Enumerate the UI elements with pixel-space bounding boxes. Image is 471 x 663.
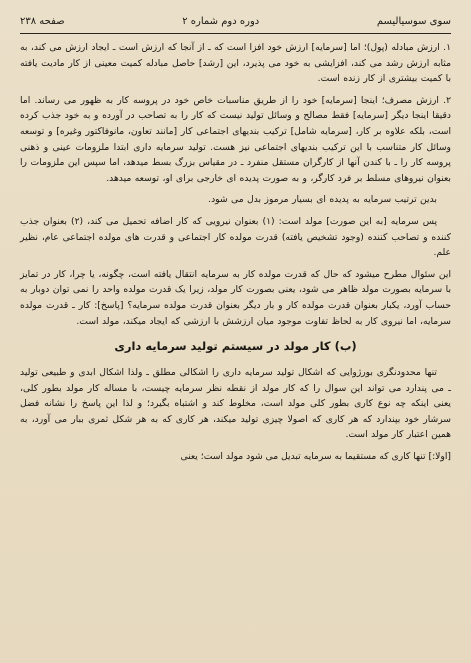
paragraph-use-value: ۲. ارزش مصرف؛ اینجا [سرمایه] خود را از طریق مناسبات خاص خود در پروسه کار به ظهور می رساند. اما دقیقا اینجا دیگر [سرمایه] فقط مصالح و وسائل تولید نیست که کار را به تصاحب در آورده و به خود جذب کرده است، بلکه علاوه بر کار، [سرمایه شامل] ترکیب بندیهای اجتماعی کار [مانند تعاون، مانوفاکتور وغیره] و توسعه وسائل کار متناسب با این ترکیب بندیهای اجتماعی نیز هست. تولید سرمایه داری ابتدا ملزومات عینی و ذهنی پروسه کار را ـ با کندن آنها از کارگران مستقل منفرد ـ در مقیاس بزرگ بسط میدهد، اما سپس این ملزومات را بعنوان نیروهای مسلط بر فرد کارگر، و به صورت پدیده ای خارجی برای او، توسعه میدهد. bbox=[20, 94, 451, 184]
page-number: صفحه ۲۳۸ bbox=[20, 16, 65, 27]
issue-number: دوره دوم شماره ۲ bbox=[182, 16, 260, 27]
paragraph-firstly: [اولا:] تنها کاری که مستقیما به سرمایه تبدیل می شود مولد است؛ یعنی bbox=[180, 451, 451, 463]
running-header bbox=[20, 14, 451, 30]
paragraph-question: این سئوال مطرح میشود که حال که قدرت مولده کار به سرمایه انتقال یافته است، چگونه، یا چرا، کار در تمایز با سرمایه بصورت مولد ظاهر می شود، یعنی بصورت کار مولد، زیرا یک قدرت مولده واحد را نمی توان دوبار به حساب آورد، یکبار بعنوان قدرت مولده کار و بار دیگر بعنوان قدرت مولده سرمایه؟ [پاسخ]: کار ـ قدرت مولده سرمایه، اما نیروی کار به لحاظ تفاوت موجود میان ارزشش با ارزشی که ایجاد میکند، مولد است. bbox=[20, 268, 451, 327]
paragraph-bourgeois: تنها محدودنگری بورژوایی که اشکال تولید سرمایه داری را اشکالی مطلق ـ ولذا اشکال ابدی و طبیعی تولید ـ می پندارد می تواند این سوال را که کار مولد از نقطه نظر سرمایه چیست، با مساله کار مولد بطور کلی، یعنی اینکه چه نوع کاری بطور کلی مولد است، مخلوط کند و اشتباه بگیرد؛ و لذا این پاسخ را نشانه فضل سرشار خود بپندارد که هر کاری که اصولا چیزی تولید میکند، هر کاری که به هر شکل ثمری ببار می آورد، به همین اعتبار کار مولد است. bbox=[20, 367, 451, 441]
section-heading: (ب) کار مولد در سیستم تولید سرمایه داری bbox=[114, 339, 357, 354]
journal-title: سوی سوسیالیسم bbox=[376, 16, 451, 27]
paragraph-mysterious: بدین ترتیب سرمایه به پدیده ای بسیار مرموز بدل می شود. bbox=[208, 194, 437, 206]
header-rule bbox=[20, 33, 451, 34]
paragraph-exchange-value: ۱. ارزش مبادله (پول)؛ اما [سرمایه] ارزش خود افزا است که ـ از آنجا که ارزش است ـ ایجاد ارزش می کند، به مثابه ارزش رشد می کند، افزایشی به خود می پذیرد، این [رشد] حاصل مبادله کمیت معینی از کار مادیت یافته با کمیت بیشتری از کار زنده است. bbox=[20, 42, 451, 85]
paragraph-capital-productive: پس سرمایه [به این صورت] مولد است: (۱) بعنوان نیرویی که کار اضافه تحمیل می کند، (۲) بعنوان جذب کننده و تصاحب کننده (وجود تشخیص یافته) قدرت مولده کار اجتماعی و قدرت های مولده اجتماعی عام، نظیر علم. bbox=[20, 215, 451, 259]
